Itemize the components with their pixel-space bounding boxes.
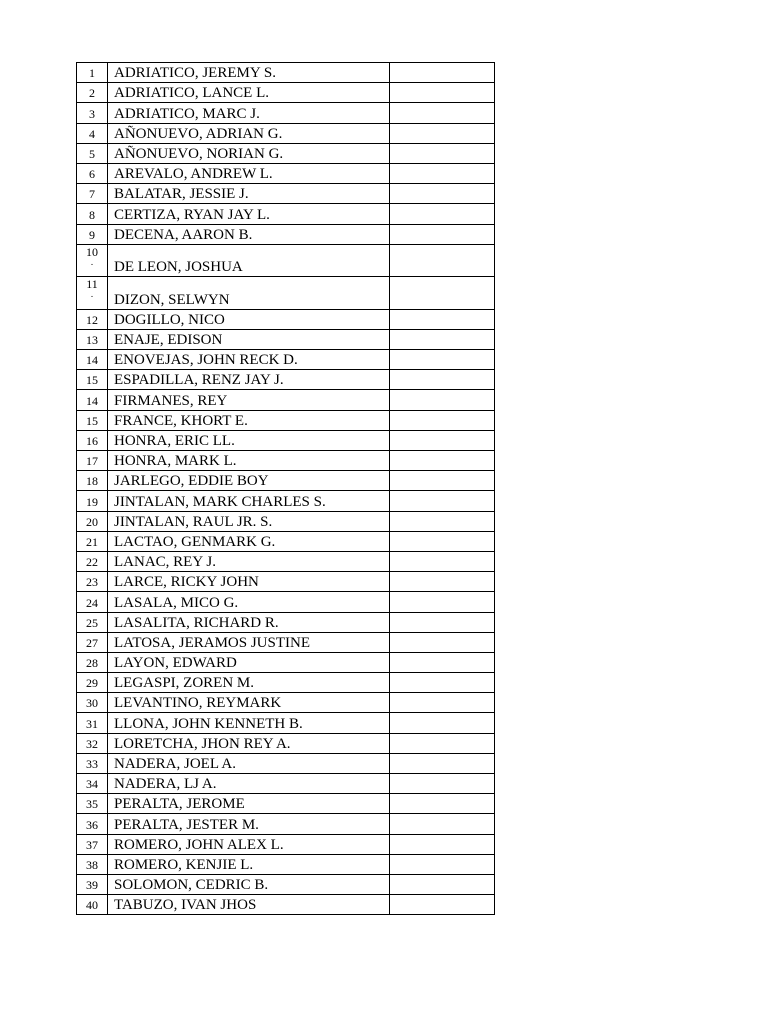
blank-cell xyxy=(390,531,495,551)
table-row xyxy=(77,693,495,713)
row-number-text: 24 xyxy=(86,595,98,610)
row-number xyxy=(77,204,108,224)
blank-cell xyxy=(390,511,495,531)
blank-cell xyxy=(390,774,495,794)
table-row xyxy=(77,854,495,874)
row-number-text: 27 xyxy=(86,635,98,650)
table-row xyxy=(77,753,495,773)
table-row xyxy=(77,329,495,349)
row-number-text: 4 xyxy=(89,126,95,141)
row-number-text: 19 xyxy=(86,494,98,509)
row-number-text: 23 xyxy=(86,575,98,590)
row-number-text: 1 xyxy=(89,66,95,81)
student-name: LACTAO, GENMARK G. xyxy=(108,531,390,551)
blank-cell xyxy=(390,854,495,874)
blank-cell xyxy=(390,572,495,592)
table-row xyxy=(77,471,495,491)
blank-cell xyxy=(390,204,495,224)
student-name: FIRMANES, REY xyxy=(108,390,390,410)
row-number xyxy=(77,854,108,874)
row-number-text: 12 xyxy=(86,312,98,327)
blank-cell xyxy=(390,309,495,329)
row-number xyxy=(77,693,108,713)
student-name: LARCE, RICKY JOHN xyxy=(108,572,390,592)
table-row xyxy=(77,204,495,224)
student-name: LATOSA, JERAMOS JUSTINE xyxy=(108,632,390,652)
blank-cell xyxy=(390,733,495,753)
row-number xyxy=(77,511,108,531)
table-row xyxy=(77,143,495,163)
table-row xyxy=(77,277,495,310)
row-number-text: 17 xyxy=(86,454,98,469)
row-number xyxy=(77,814,108,834)
table-row xyxy=(77,733,495,753)
blank-cell xyxy=(390,753,495,773)
row-number-text: 2 xyxy=(89,86,95,101)
row-number xyxy=(77,123,108,143)
row-number xyxy=(77,451,108,471)
table-row xyxy=(77,63,495,83)
student-name: AÑONUEVO, ADRIAN G. xyxy=(108,123,390,143)
student-name: CERTIZA, RYAN JAY L. xyxy=(108,204,390,224)
row-number-suffix: . xyxy=(90,289,94,300)
blank-cell xyxy=(390,834,495,854)
row-number-text: 15 xyxy=(86,373,98,388)
row-number-text: 6 xyxy=(89,167,95,182)
row-number xyxy=(77,652,108,672)
blank-cell xyxy=(390,277,495,310)
student-name: ENOVEJAS, JOHN RECK D. xyxy=(108,350,390,370)
table-row xyxy=(77,874,495,894)
student-name: ADRIATICO, MARC J. xyxy=(108,103,390,123)
student-name: PERALTA, JEROME xyxy=(108,794,390,814)
row-number xyxy=(77,551,108,571)
table-row xyxy=(77,83,495,103)
table-row xyxy=(77,632,495,652)
student-name: SOLOMON, CEDRIC B. xyxy=(108,874,390,894)
blank-cell xyxy=(390,143,495,163)
row-number xyxy=(77,713,108,733)
table-row xyxy=(77,123,495,143)
table-row xyxy=(77,103,495,123)
table-row xyxy=(77,895,495,915)
row-number-text: 20 xyxy=(86,514,98,529)
row-number-suffix: . xyxy=(90,256,94,267)
blank-cell xyxy=(390,895,495,915)
blank-cell xyxy=(390,551,495,571)
student-name: BALATAR, JESSIE J. xyxy=(108,184,390,204)
row-number xyxy=(77,733,108,753)
row-number xyxy=(77,63,108,83)
student-name: ADRIATICO, JEREMY S. xyxy=(108,63,390,83)
student-name: ENAJE, EDISON xyxy=(108,329,390,349)
row-number-text: 36 xyxy=(86,817,98,832)
table-row xyxy=(77,814,495,834)
table-row xyxy=(77,184,495,204)
row-number xyxy=(77,163,108,183)
student-name: DECENA, AARON B. xyxy=(108,224,390,244)
blank-cell xyxy=(390,693,495,713)
table-row xyxy=(77,163,495,183)
row-number xyxy=(77,430,108,450)
row-number xyxy=(77,895,108,915)
table-row xyxy=(77,572,495,592)
row-number-text: 18 xyxy=(86,474,98,489)
row-number xyxy=(77,309,108,329)
row-number xyxy=(77,224,108,244)
student-name: DIZON, SELWYN xyxy=(108,277,390,310)
table-row xyxy=(77,451,495,471)
row-number xyxy=(77,592,108,612)
blank-cell xyxy=(390,612,495,632)
blank-cell xyxy=(390,410,495,430)
student-name: LEGASPI, ZOREN M. xyxy=(108,673,390,693)
blank-cell xyxy=(390,184,495,204)
row-number xyxy=(77,673,108,693)
row-number-text: 40 xyxy=(86,898,98,913)
table-row xyxy=(77,673,495,693)
row-number-text: 8 xyxy=(89,207,95,222)
table-row xyxy=(77,350,495,370)
student-name: JINTALAN, RAUL JR. S. xyxy=(108,511,390,531)
row-number xyxy=(77,774,108,794)
row-number xyxy=(77,874,108,894)
blank-cell xyxy=(390,592,495,612)
row-number xyxy=(77,531,108,551)
student-name: JINTALAN, MARK CHARLES S. xyxy=(108,491,390,511)
student-name: ESPADILLA, RENZ JAY J. xyxy=(108,370,390,390)
row-number-text: 37 xyxy=(86,837,98,852)
table-row xyxy=(77,491,495,511)
student-name: LEVANTINO, REYMARK xyxy=(108,693,390,713)
blank-cell xyxy=(390,123,495,143)
table-row xyxy=(77,612,495,632)
table-row xyxy=(77,794,495,814)
student-name: ADRIATICO, LANCE L. xyxy=(108,83,390,103)
blank-cell xyxy=(390,471,495,491)
table-row xyxy=(77,774,495,794)
table-row xyxy=(77,713,495,733)
table-row xyxy=(77,244,495,277)
student-name: NADERA, JOEL A. xyxy=(108,753,390,773)
row-number xyxy=(77,277,108,310)
row-number xyxy=(77,471,108,491)
blank-cell xyxy=(390,673,495,693)
blank-cell xyxy=(390,370,495,390)
student-name: AÑONUEVO, NORIAN G. xyxy=(108,143,390,163)
table-row xyxy=(77,390,495,410)
blank-cell xyxy=(390,794,495,814)
blank-cell xyxy=(390,632,495,652)
blank-cell xyxy=(390,713,495,733)
student-name: LASALA, MICO G. xyxy=(108,592,390,612)
student-name: HONRA, ERIC LL. xyxy=(108,430,390,450)
row-number xyxy=(77,794,108,814)
row-number-text: 13 xyxy=(86,333,98,348)
row-number xyxy=(77,350,108,370)
row-number-text: 35 xyxy=(86,797,98,812)
blank-cell xyxy=(390,63,495,83)
row-number-text: 33 xyxy=(86,757,98,771)
row-number-text: 28 xyxy=(86,656,98,671)
row-number xyxy=(77,329,108,349)
student-name: LORETCHA, JHON REY A. xyxy=(108,733,390,753)
row-number-text: 5 xyxy=(89,146,95,161)
student-name: LASALITA, RICHARD R. xyxy=(108,612,390,632)
row-number xyxy=(77,410,108,430)
student-name: PERALTA, JESTER M. xyxy=(108,814,390,834)
row-number xyxy=(77,834,108,854)
row-number-text: 38 xyxy=(86,857,98,872)
blank-cell xyxy=(390,244,495,277)
blank-cell xyxy=(390,814,495,834)
student-name: AREVALO, ANDREW L. xyxy=(108,163,390,183)
row-number-text: 39 xyxy=(86,878,98,893)
student-name: TABUZO, IVAN JHOS xyxy=(108,895,390,915)
blank-cell xyxy=(390,350,495,370)
student-name: DE LEON, JOSHUA xyxy=(108,244,390,277)
student-name: DOGILLO, NICO xyxy=(108,309,390,329)
row-number-text: 10 xyxy=(86,244,98,259)
blank-cell xyxy=(390,163,495,183)
student-name: JARLEGO, EDDIE BOY xyxy=(108,471,390,491)
row-number-text: 21 xyxy=(86,534,98,549)
row-number xyxy=(77,632,108,652)
row-number xyxy=(77,184,108,204)
row-number xyxy=(77,103,108,123)
student-name: LAYON, EDWARD xyxy=(108,652,390,672)
blank-cell xyxy=(390,103,495,123)
student-name: NADERA, LJ A. xyxy=(108,774,390,794)
table-row xyxy=(77,224,495,244)
row-number-text: 9 xyxy=(89,227,95,242)
row-number xyxy=(77,83,108,103)
blank-cell xyxy=(390,652,495,672)
row-number-text: 7 xyxy=(89,187,95,202)
student-name: LLONA, JOHN KENNETH B. xyxy=(108,713,390,733)
table-row xyxy=(77,511,495,531)
blank-cell xyxy=(390,83,495,103)
row-number xyxy=(77,753,108,773)
row-number-text: 22 xyxy=(86,555,98,570)
student-name: HONRA, MARK L. xyxy=(108,451,390,471)
row-number xyxy=(77,143,108,163)
row-number xyxy=(77,370,108,390)
row-number xyxy=(77,572,108,592)
table-row xyxy=(77,652,495,672)
row-number-text: 14 xyxy=(86,353,98,368)
blank-cell xyxy=(390,451,495,471)
row-number-text: 29 xyxy=(86,676,98,691)
row-number-text: 30 xyxy=(86,696,98,711)
row-number xyxy=(77,390,108,410)
blank-cell xyxy=(390,329,495,349)
blank-cell xyxy=(390,224,495,244)
table-row xyxy=(77,531,495,551)
roster-body xyxy=(77,63,495,915)
table-row xyxy=(77,551,495,571)
row-number-text: 31 xyxy=(86,716,98,731)
row-number-text: 25 xyxy=(86,615,98,630)
row-number-text: 15 xyxy=(86,413,98,428)
table-row xyxy=(77,592,495,612)
blank-cell xyxy=(390,430,495,450)
row-number-text: 32 xyxy=(86,736,98,751)
table-row xyxy=(77,309,495,329)
row-number-text: 3 xyxy=(89,106,95,121)
blank-cell xyxy=(390,390,495,410)
roster-table xyxy=(76,62,495,915)
table-row xyxy=(77,430,495,450)
blank-cell xyxy=(390,874,495,894)
student-name: LANAC, REY J. xyxy=(108,551,390,571)
row-number-text: 11 xyxy=(86,277,98,292)
table-row xyxy=(77,370,495,390)
table-row xyxy=(77,410,495,430)
blank-cell xyxy=(390,491,495,511)
student-name: ROMERO, KENJIE L. xyxy=(108,854,390,874)
table-row xyxy=(77,834,495,854)
row-number xyxy=(77,491,108,511)
row-number-text: 34 xyxy=(86,777,98,792)
row-number xyxy=(77,244,108,277)
row-number-text: 14 xyxy=(86,393,98,408)
student-name: ROMERO, JOHN ALEX L. xyxy=(108,834,390,854)
row-number-text: 16 xyxy=(86,434,98,448)
student-name: FRANCE, KHORT E. xyxy=(108,410,390,430)
row-number xyxy=(77,612,108,632)
